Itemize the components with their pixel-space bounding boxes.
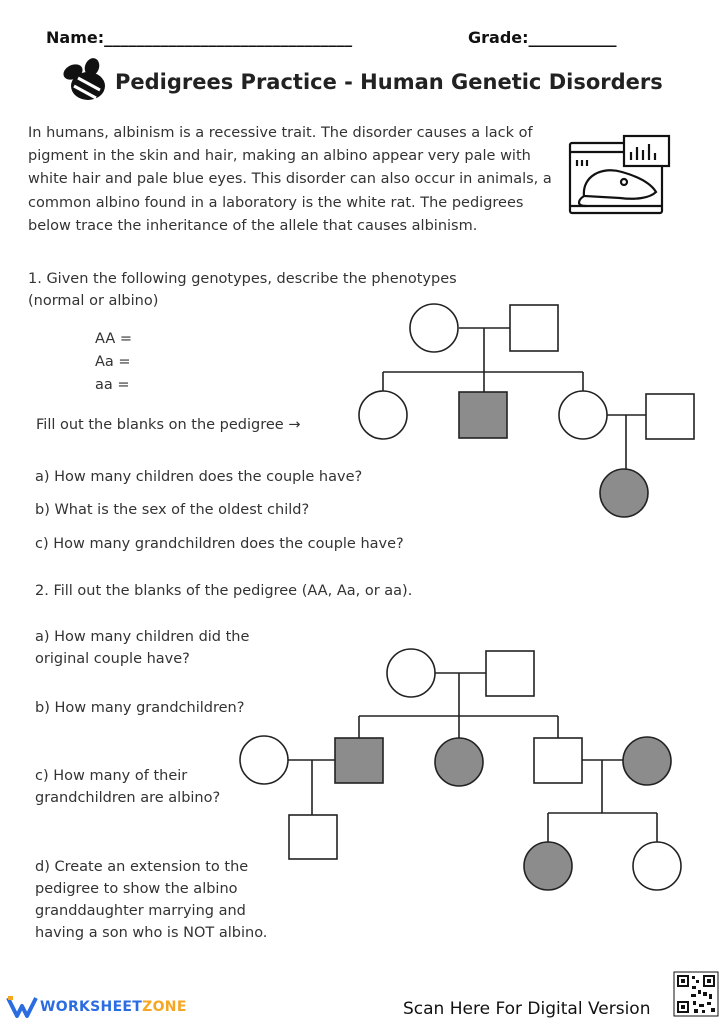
grade-field-label: Grade:___________: [468, 28, 617, 47]
q1-prompt-line2: (normal or albino): [28, 293, 159, 309]
q2-question-b: b) How many grandchildren?: [35, 700, 245, 716]
pedigree-1: [359, 304, 694, 517]
p1-grandfather-male: [510, 305, 558, 351]
brand-suffix: ZONE: [142, 999, 187, 1015]
q1-question-a: a) How many children does the couple have?: [35, 469, 363, 485]
p1-grandmother-female: [410, 304, 458, 352]
p2-grandson-male: [289, 815, 337, 859]
p1-child3-female: [559, 391, 607, 439]
p1-grandchild-female-albino: [600, 469, 648, 517]
q2-prompt: 2. Fill out the blanks of the pedigree (AA, Aa, or aa).: [35, 583, 413, 599]
p2-daughter-female-albino: [435, 738, 483, 786]
qr-code-icon: [674, 972, 718, 1016]
p2-son-male-albino: [335, 738, 383, 783]
p1-spouse-male: [646, 394, 694, 439]
p1-child1-female: [359, 391, 407, 439]
genotype-AA: AA =: [95, 331, 133, 347]
page-title: Pedigrees Practice - Human Genetic Disorders: [115, 70, 663, 94]
scan-digital-version-text: Scan Here For Digital Version: [403, 999, 651, 1019]
q2-question-d-line1: d) Create an extension to the: [35, 859, 249, 875]
p1-child2-male-albino: [459, 392, 507, 438]
genotype-Aa: Aa =: [95, 354, 131, 370]
p2-granddaughter-female: [633, 842, 681, 890]
p2-inlaw-female-albino: [623, 737, 671, 785]
q2-question-a-line2: original couple have?: [35, 651, 190, 667]
q1-prompt-line1: 1. Given the following genotypes, describe the phenotypes: [28, 271, 457, 287]
pedigree-2: [240, 649, 681, 890]
p2-son2-male: [534, 738, 582, 783]
q1-fill-prompt: Fill out the blanks on the pedigree →: [36, 417, 301, 433]
q1-question-b: b) What is the sex of the oldest child?: [35, 502, 310, 518]
name-field-label: Name:_______________________________: [46, 28, 353, 47]
p2-grandmother-female: [387, 649, 435, 697]
p2-granddaughter-female-albino: [524, 842, 572, 890]
q2-question-d-line3: granddaughter marrying and: [35, 903, 246, 919]
q2-question-d-line4: having a son who is NOT albino.: [35, 925, 268, 941]
intro-paragraph: In humans, albinism is a recessive trait. The disorder causes a lack of pigment in the skin and hair, making an albino appear very pale with white hair and pale blue eyes. This disorder can also occur in animals, a common albino found in a laboratory is the white rat. The pedigrees below trace the inheritance of the allele that causes albinism.: [28, 125, 552, 234]
q2-question-c-line1: c) How many of their: [35, 768, 188, 784]
q2-question-c-line2: grandchildren are albino?: [35, 790, 221, 806]
q2-question-a-line1: a) How many children did the: [35, 629, 250, 645]
brand-prefix: WORKSHEET: [40, 999, 143, 1015]
footer-brand: [40, 999, 187, 1015]
genotype-aa: aa =: [95, 377, 130, 393]
p2-grandfather-male: [486, 651, 534, 696]
worksheetzone-logo-icon: [8, 998, 36, 1016]
p2-inlaw-female: [240, 736, 288, 784]
q2-question-d-line2: pedigree to show the albino: [35, 881, 238, 897]
lab-rat-cage-icon: [570, 136, 669, 213]
q1-question-c: c) How many grandchildren does the couple have?: [35, 536, 404, 552]
